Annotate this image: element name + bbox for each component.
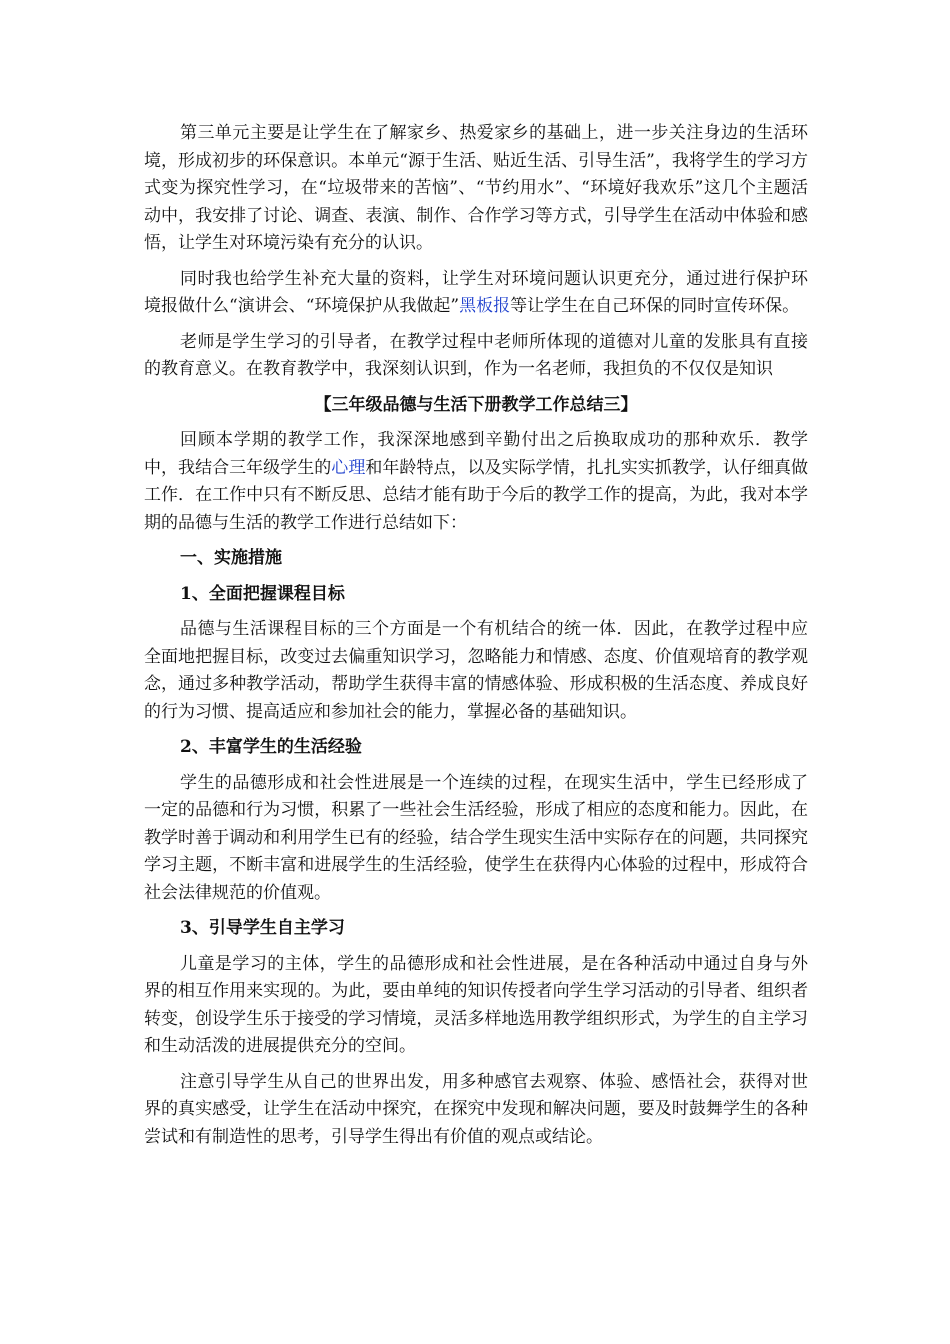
paragraph-text: 回顾本学期的教学工作，我深深地感到辛勤付出之后换取成功的那种欢乐．教学中，我结合三年级学生的 [144, 430, 808, 478]
heading-autonomous-learning: 3、引导学生自主学习 [180, 918, 345, 938]
psychology-link[interactable]: 心理 [331, 457, 366, 478]
paragraph-text: 和年龄特点，以及实际学情，扎扎实实抓教学，认仔细真做工作．在工作中只有不断反思、总结才能有助于今后的教学工作的提高，为此，我对本学期的品德与生活的教学工作进行总结如下： [144, 457, 809, 533]
heading-course-goals: 1、全面把握课程目标 [180, 583, 345, 604]
paragraph-text: 同时我也给学生补充大量的资料，让学生对环境问题认识更充分，通过进行保护环境报做什么“演讲会、“环境保护从我做起” [144, 268, 808, 316]
paragraph-text: 等让学生在自己环保的同时宣传环保。 [510, 296, 800, 316]
paragraph-life-experience: 学生的品德形成和社会性进展是一个连续的过程，在现实生活中，学生已经形成了一定的品德和行为习惯，积累了一些社会生活经验，形成了相应的态度和能力。因此，在教学时善于调动和利用学生已有的经验，结合学生现实生活中实际存在的问题，共同探究学习主题，不断丰富和进展学生的生活经验，使学生在获得内心体验的过程中，形成符合社会法律规范的价值观。 [144, 772, 808, 903]
paragraph-autonomous-learning: 儿童是学习的主体，学生的品德形成和社会性进展，是在各种活动中通过自身与外界的相互作用来实现的。为此，要由单纯的知识传授者向学生学习活动的引导者、组织者转变，创设学生乐于接受的学习情境，灵活多样地选用教学组织形式，为学生的自主学习和生动活泼的进展提供充分的空间。 [144, 953, 808, 1056]
section-title: 【三年级品德与生活下册教学工作总结三】 [314, 394, 638, 415]
paragraph-review [144, 427, 808, 537]
document-page [144, 120, 808, 1159]
paragraph-course-goals: 品德与生活课程目标的三个方面是一个有机结合的统一体．因此，在教学过程中应全面地把握目标，改变过去偏重知识学习，忽略能力和情感、态度、价值观培育的教学观念，通过多种教学活动，帮助学生获得丰富的情感体验、形成积极的生活态度、养成良好的行为习惯、提高适应和参加社会的能力，掌握必备的基础知识。 [144, 619, 808, 722]
paragraph-guidance: 注意引导学生从自己的世界出发，用多种感官去观察、体验、感悟社会，获得对世界的真实感受，让学生在活动中探究，在探究中发现和解决问题，要及时鼓舞学生的各种尝试和有制造性的思考，引导学生得出有价值的观点或结论。 [144, 1071, 808, 1147]
heading-measures: 一、实施措施 [180, 548, 282, 568]
blackboard-newspaper-link[interactable]: 黑板报 [459, 296, 511, 316]
paragraph-teacher-guide: 老师是学生学习的引导者，在教学过程中老师所体现的道德对儿童的发胀具有直接的教育意义。在教育教学中，我深刻认识到，作为一名老师，我担负的不仅仅是知识 [144, 331, 808, 379]
paragraph-supplementary-materials [144, 266, 808, 321]
heading-life-experience: 2、丰富学生的生活经验 [180, 737, 362, 757]
paragraph-unit-three: 第三单元主要是让学生在了解家乡、热爱家乡的基础上，进一步关注身边的生活环境，形成初步的环保意识。本单元“源于生活、贴近生活、引导生活”，我将学生的学习方式变为探究性学习，在“垃圾带来的苦恼”、“节约用水”、“环境好我欢乐”这几个主题活动中，我安排了讨论、调查、表演、制作、合作学习等方式，引导学生在活动中体验和感悟，让学生对环境污染有充分的认识。 [144, 123, 808, 253]
